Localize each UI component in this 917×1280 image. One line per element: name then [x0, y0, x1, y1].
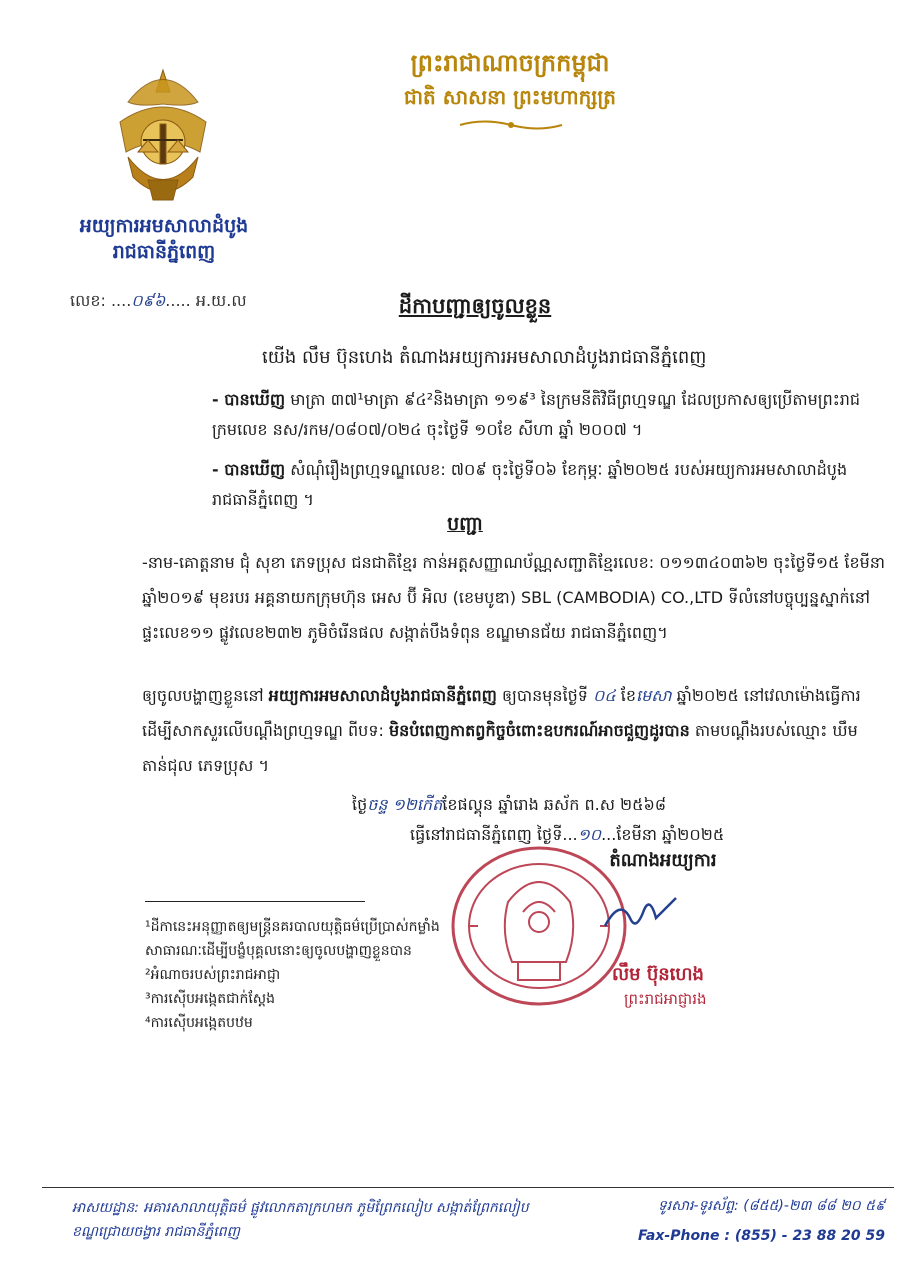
kingdom-line2: ជាតិ សាសនា ព្រះមហាក្សត្រ [404, 85, 616, 109]
address-line1: អាសយដ្ឋាន: អគារសាលាយុត្តិធម៌ ផ្លូវលោកតាក្រហមក ភូមិព្រែកលៀប សង្កាត់ព្រែកលៀប [72, 1200, 529, 1216]
signature-icon [600, 888, 680, 938]
summon-charge: មិនបំពេញកាតព្វកិច្ចចំពោះឧបករណ៍អាចជួញដូរបាន [388, 721, 690, 740]
footnote-item: ¹ដីកានេះអនុញ្ញាតឲ្យមន្ត្រីនគរបាលយុត្តិធម៌ប្រើប្រាស់កម្លាំង [145, 919, 440, 935]
order-heading: បញ្ជា [447, 513, 483, 535]
document-title: ដីកាបញ្ជាឲ្យចូលខ្លួន [398, 294, 552, 318]
footer-divider [42, 1187, 894, 1188]
footnotes [145, 915, 475, 1035]
lunar-rest: ខែផល្គុន ឆ្នាំរោង ឆស័ក ព.ស ២៥៦៨ [442, 795, 667, 814]
court-name [50, 213, 278, 265]
footer-phone-kh: ទូរសារ-ទូរស័ព្ទ: (៨៥៥)-២៣ ៨៨ ២០ ៥៩ [657, 1198, 885, 1214]
summon-part2: ឲ្យបានមុនថ្ងៃទី [496, 686, 594, 705]
signatory-role: ព្រះរាជអាជ្ញារង [624, 990, 707, 1008]
kingdom-motto [360, 46, 660, 114]
lunar-prefix: ថ្ងៃ [352, 795, 368, 814]
made-rest: ខែមីនា ឆ្នាំ២០២៥ [616, 825, 725, 844]
reference-value: ០៩៦ [131, 291, 166, 310]
footer-address [72, 1196, 592, 1244]
summon-paragraph [142, 678, 887, 783]
summon-part5: តាមបណ្តឹងរបស់ឈ្មោះ ឃឹម តាន់ជុល ភេទប្រុស ។ [142, 721, 858, 775]
bullet-lead: - បានឃើញ [212, 460, 286, 479]
footnote-item: ⁴ការស៊ើបអង្កេតបឋម [145, 1015, 253, 1031]
lunar-date [352, 790, 872, 820]
bullet-item [212, 455, 882, 515]
footnote-item: សាធារណៈដើម្បីបង្ខំបុគ្គលនោះឲ្យចូលបង្ហាញខ្លួនបាន [145, 943, 412, 959]
summon-place: អយ្យការអមសាលាដំបូងរាជធានីភ្នំពេញ [268, 686, 497, 705]
made-prefix: ធ្វើនៅរាជធានីភ្នំពេញ ថ្ងៃទី [410, 825, 563, 844]
summon-part4: ឆ្នាំ២០២៥ នៅវេលាម៉ោងធ្វើការដើម្បីសាកសួរលើបណ្តឹងព្រហ្មទណ្ឌ ពីបទ: [142, 686, 861, 740]
address-line2: ខណ្ឌជ្រោយចង្វារ រាជធានីភ្នំពេញ [72, 1224, 240, 1240]
signatory-name: លឹម ប៊ុនហេង [612, 964, 704, 985]
main-paragraph: -នាម-គោត្តនាម ជុំ សុខា ភេទប្រុស ជនជាតិខ្មែរ កាន់អត្តសញ្ញាណប័ណ្ណសញ្ជាតិខ្មែរលេខ: ០១១៣៤០៣៦២ ចុះថ្ងៃទី១៥ ខែមីនា ឆ្នាំ២០១៩ មុខរបរ អគ្គនាយកក្រុមហ៊ុន អេស ប៊ី អិល (ខេមបូឌា) SBL (CAMBODIA) CO.,LTD ទីលំនៅបច្ចុប្បន្នស្នាក់នៅ ផ្ទះលេខ១១ ផ្លូវលេខ២៣២ ភូមិចំរើនផល សង្កាត់បឹងទំពុន ខណ្ឌមានជ័យ រាជធានីភ្នំពេញ។ [142, 553, 886, 642]
bullet-text: មាត្រា ៣៧¹មាត្រា ៩៤²និងមាត្រា ១១៩³ នៃក្រមនីតិវិធីព្រហ្មទណ្ឌ ដែលប្រកាសឲ្យប្រើតាមព្រះរាជក្រមលេខ នស/រកម/០៨០៧/០២៤ ចុះថ្ងៃទី ១០ខែ សីហា ឆ្នាំ ២០០៧ ។ [212, 390, 861, 439]
court-name-line1: អយ្យការអមសាលាដំបូង [79, 215, 249, 237]
bullet-lead: - បានឃើញ [212, 390, 286, 409]
signature-title: តំណាងអយ្យការ [609, 850, 717, 871]
summon-month: មេសា [636, 686, 672, 705]
court-name-line2: រាជធានីភ្នំពេញ [112, 241, 216, 263]
footnote-divider [145, 901, 365, 902]
made-day: ១០ [577, 825, 602, 844]
footnote-item: ²អំណាចរបស់ព្រះរាជអាជ្ញា [145, 967, 281, 983]
summon-part1: ឲ្យចូលបង្ហាញខ្លួននៅ [142, 686, 269, 705]
bullet-item [212, 385, 882, 445]
footnote-item: ³ការស៊ើបអង្កេតជាក់ស្តែង [145, 991, 276, 1007]
judiciary-emblem-icon [108, 62, 218, 212]
summon-day: ០៤ [593, 686, 616, 705]
ornament-divider-icon [458, 118, 564, 132]
intro-line: យើង លឹម ប៊ុនហេង តំណាងអយ្យការអមសាលាដំបូងរាជធានីភ្នំពេញ [262, 347, 707, 368]
kingdom-line1: ព្រះរាជាណាចក្រកម្ពុជា [410, 49, 610, 77]
lunar-handwritten: ចន្ទ ១២កើត [367, 795, 443, 814]
footer-fax-phone: Fax-Phone : (855) - 23 88 20 59 [637, 1228, 885, 1244]
summon-part3: ខែ [615, 686, 637, 705]
reference-suffix: អ.យ.ល [195, 291, 247, 310]
reference-label: លេខ: [70, 291, 106, 310]
made-date: ធ្វើនៅរាជធានីភ្នំពេញ ថ្ងៃទី...១០...ខែមីនា ឆ្នាំ២០២៥ [410, 825, 725, 844]
bullet-text: សំណុំរឿងព្រហ្មទណ្ឌលេខ: ៧០៩ ចុះថ្ងៃទី០៦ ខែកុម្ភៈ ឆ្នាំ២០២៥ របស់អយ្យការអមសាលាដំបូងរាជធានីភ្នំពេញ ។ [212, 460, 848, 509]
reference-number: លេខ: ....០៩៦..... អ.យ.ល [70, 291, 247, 310]
